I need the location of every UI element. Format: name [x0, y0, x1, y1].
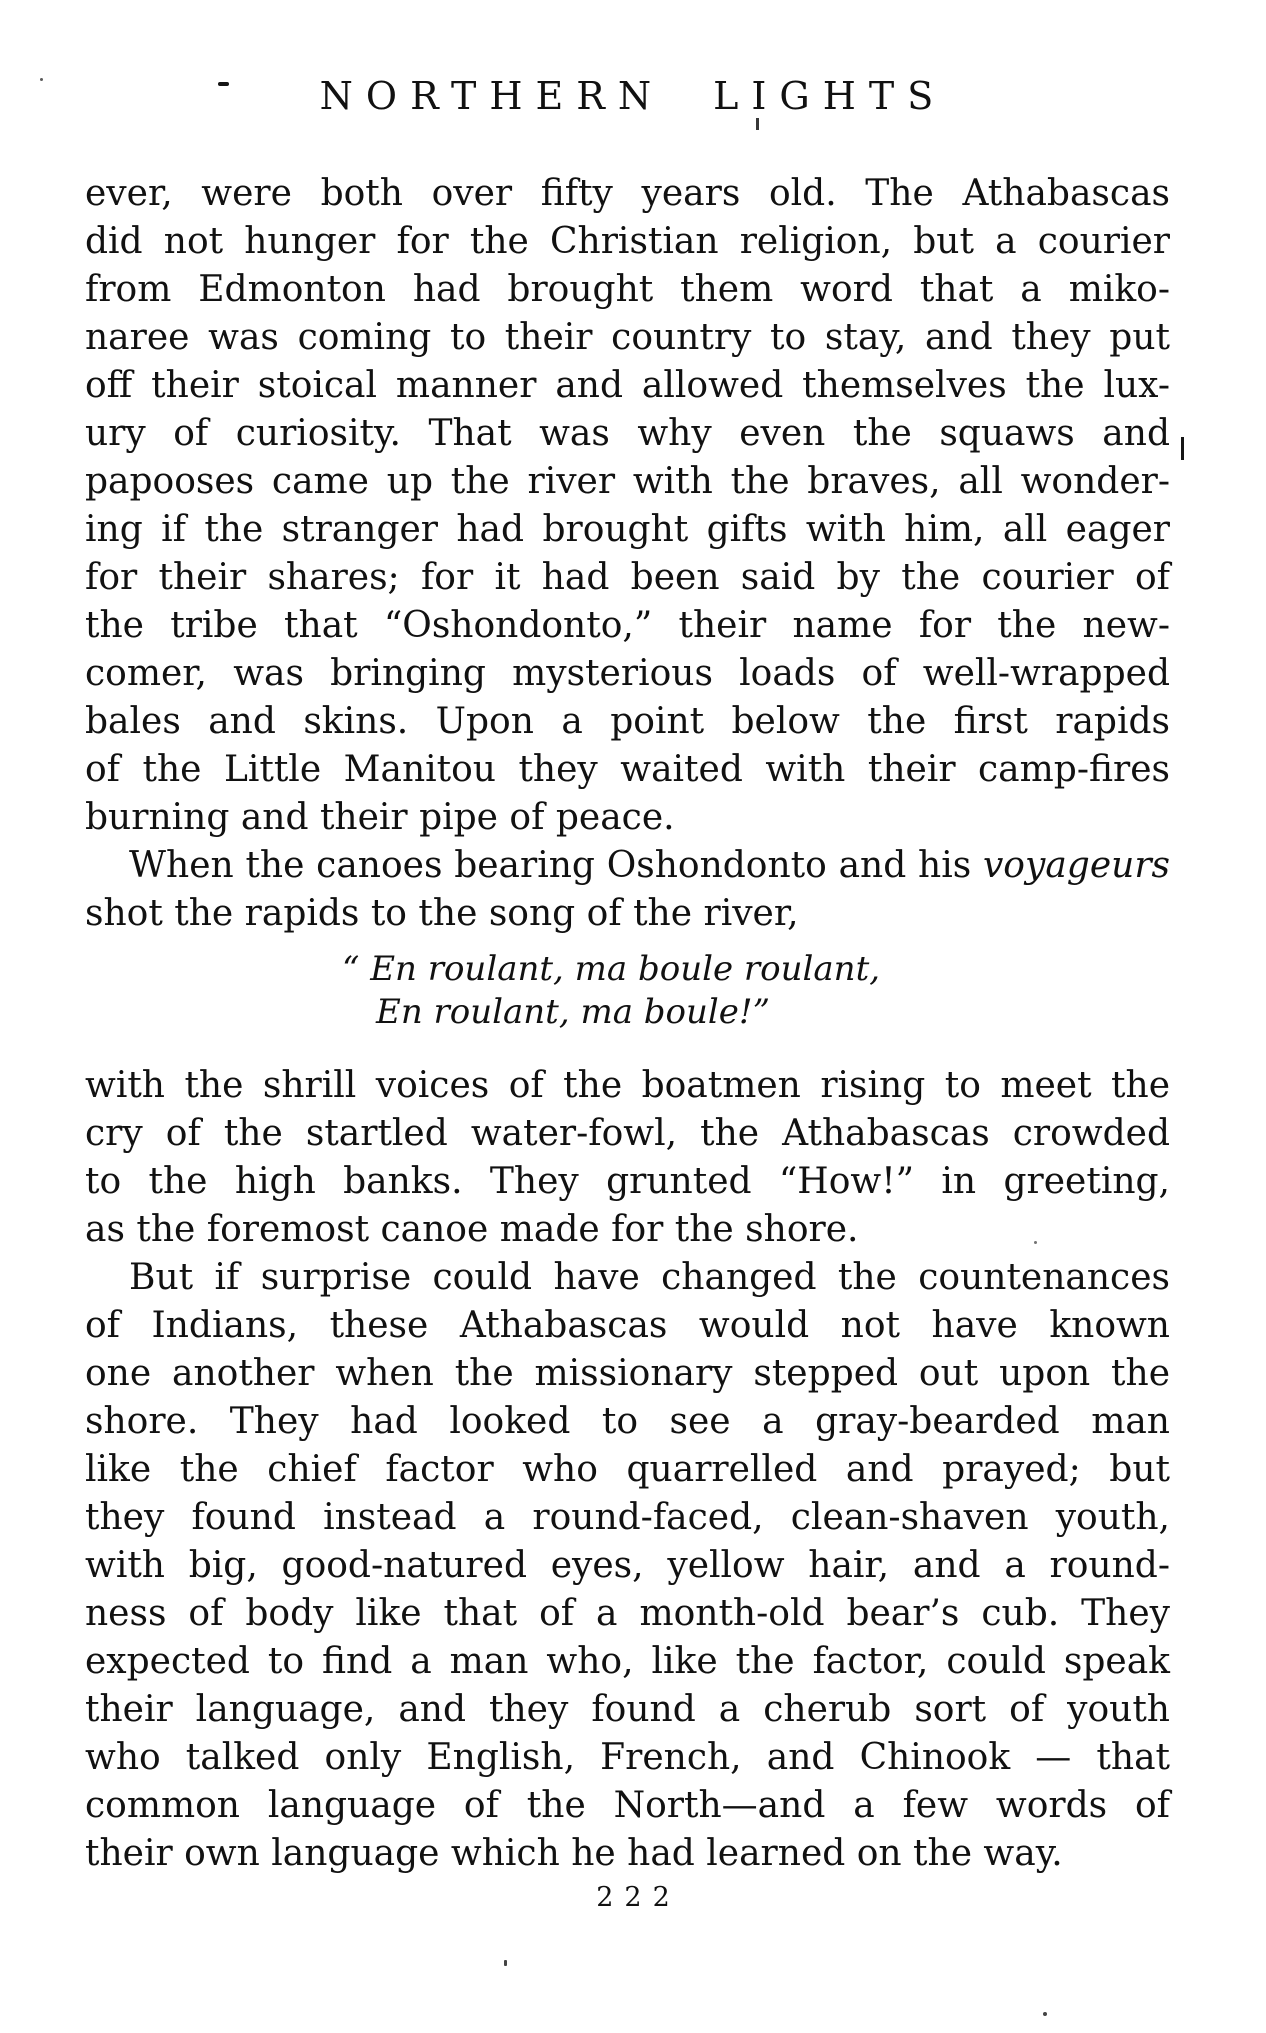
text-line: cry of the startled water-fowl, the Athabascas crowded — [85, 1113, 1170, 1154]
text-line: did not hunger for the Christian religion, but a courier — [85, 221, 1170, 262]
scan-artifact-speck — [40, 78, 43, 81]
text-line: shore. They had looked to see a gray-bearded man — [85, 1401, 1170, 1442]
text-line: of Indians, these Athabascas would not have known — [85, 1305, 1170, 1346]
verse-quote — [85, 948, 1170, 1034]
text-line: comer, was bringing mysterious loads of well-wrapped — [85, 653, 1170, 694]
text-line: with big, good-natured eyes, yellow hair, and a round- — [85, 1545, 1170, 1586]
scan-artifact-speck — [1043, 2012, 1047, 2016]
text-line: of the Little Manitou they waited with their camp-fires — [85, 749, 1170, 790]
scan-artifact-speck — [1034, 1241, 1037, 1244]
text-line: to the high banks. They grunted “How!” in greeting, — [85, 1161, 1170, 1202]
verse-line: “ En roulant, ma boule roulant, — [342, 949, 881, 989]
scan-artifact-tick-under-title — [756, 118, 759, 130]
text-line: shot the rapids to the song of the river, — [85, 893, 799, 934]
text-line: When the canoes bearing Oshondonto and his voyageurs — [129, 845, 1170, 886]
text-line: with the shrill voices of the boatmen rising to meet the — [85, 1065, 1170, 1106]
text-line: ing if the stranger had brought gifts with him, all eager — [85, 509, 1170, 550]
text-line: as the foremost canoe made for the shore. — [85, 1209, 859, 1250]
text-line: ever, were both over fifty years old. The Athabascas — [85, 173, 1170, 214]
text-line: off their stoical manner and allowed themselves the lux- — [85, 365, 1170, 406]
text-line: the tribe that “Oshondonto,” their name for the new- — [85, 605, 1170, 646]
text-line: for their shares; for it had been said by the courier of — [85, 557, 1170, 598]
text-line: papooses came up the river with the braves, all wonder- — [85, 461, 1170, 502]
text-line: who talked only English, French, and Chinook — that — [85, 1737, 1170, 1778]
text-line: naree was coming to their country to stay, and they put — [85, 317, 1170, 358]
text-line: burning and their pipe of peace. — [85, 797, 675, 838]
scan-artifact-right-margin-tick — [1181, 437, 1184, 460]
text-line: their language, and they found a cherub sort of youth — [85, 1689, 1170, 1730]
text-block — [85, 170, 1170, 1878]
text-line: they found instead a round-faced, clean-shaven youth, — [85, 1497, 1170, 1538]
page-title: NORTHERN LIGHTS — [319, 74, 947, 118]
text-line: But if surprise could have changed the countenances — [129, 1257, 1170, 1298]
text-line: expected to find a man who, like the factor, could speak — [85, 1641, 1170, 1682]
text-line: from Edmonton had brought them word that a miko- — [85, 269, 1170, 310]
text-line: bales and skins. Upon a point below the first rapids — [85, 701, 1170, 742]
text-line: one another when the missionary stepped out upon the — [85, 1353, 1170, 1394]
text-line: common language of the North—and a few words of — [85, 1785, 1170, 1826]
text-line: like the chief factor who quarrelled and prayed; but — [85, 1449, 1170, 1490]
scan-artifact-dash — [218, 82, 229, 86]
text-line: ury of curiosity. That was why even the squaws and — [85, 413, 1170, 454]
scan-artifact-speck — [504, 1960, 507, 1966]
page-number: 222 — [596, 1882, 681, 1913]
text-line: ness of body like that of a month-old bear’s cub. They — [85, 1593, 1170, 1634]
text-line: their own language which he had learned on the way. — [85, 1833, 1063, 1874]
verse-line: En roulant, ma boule!” — [376, 992, 770, 1032]
